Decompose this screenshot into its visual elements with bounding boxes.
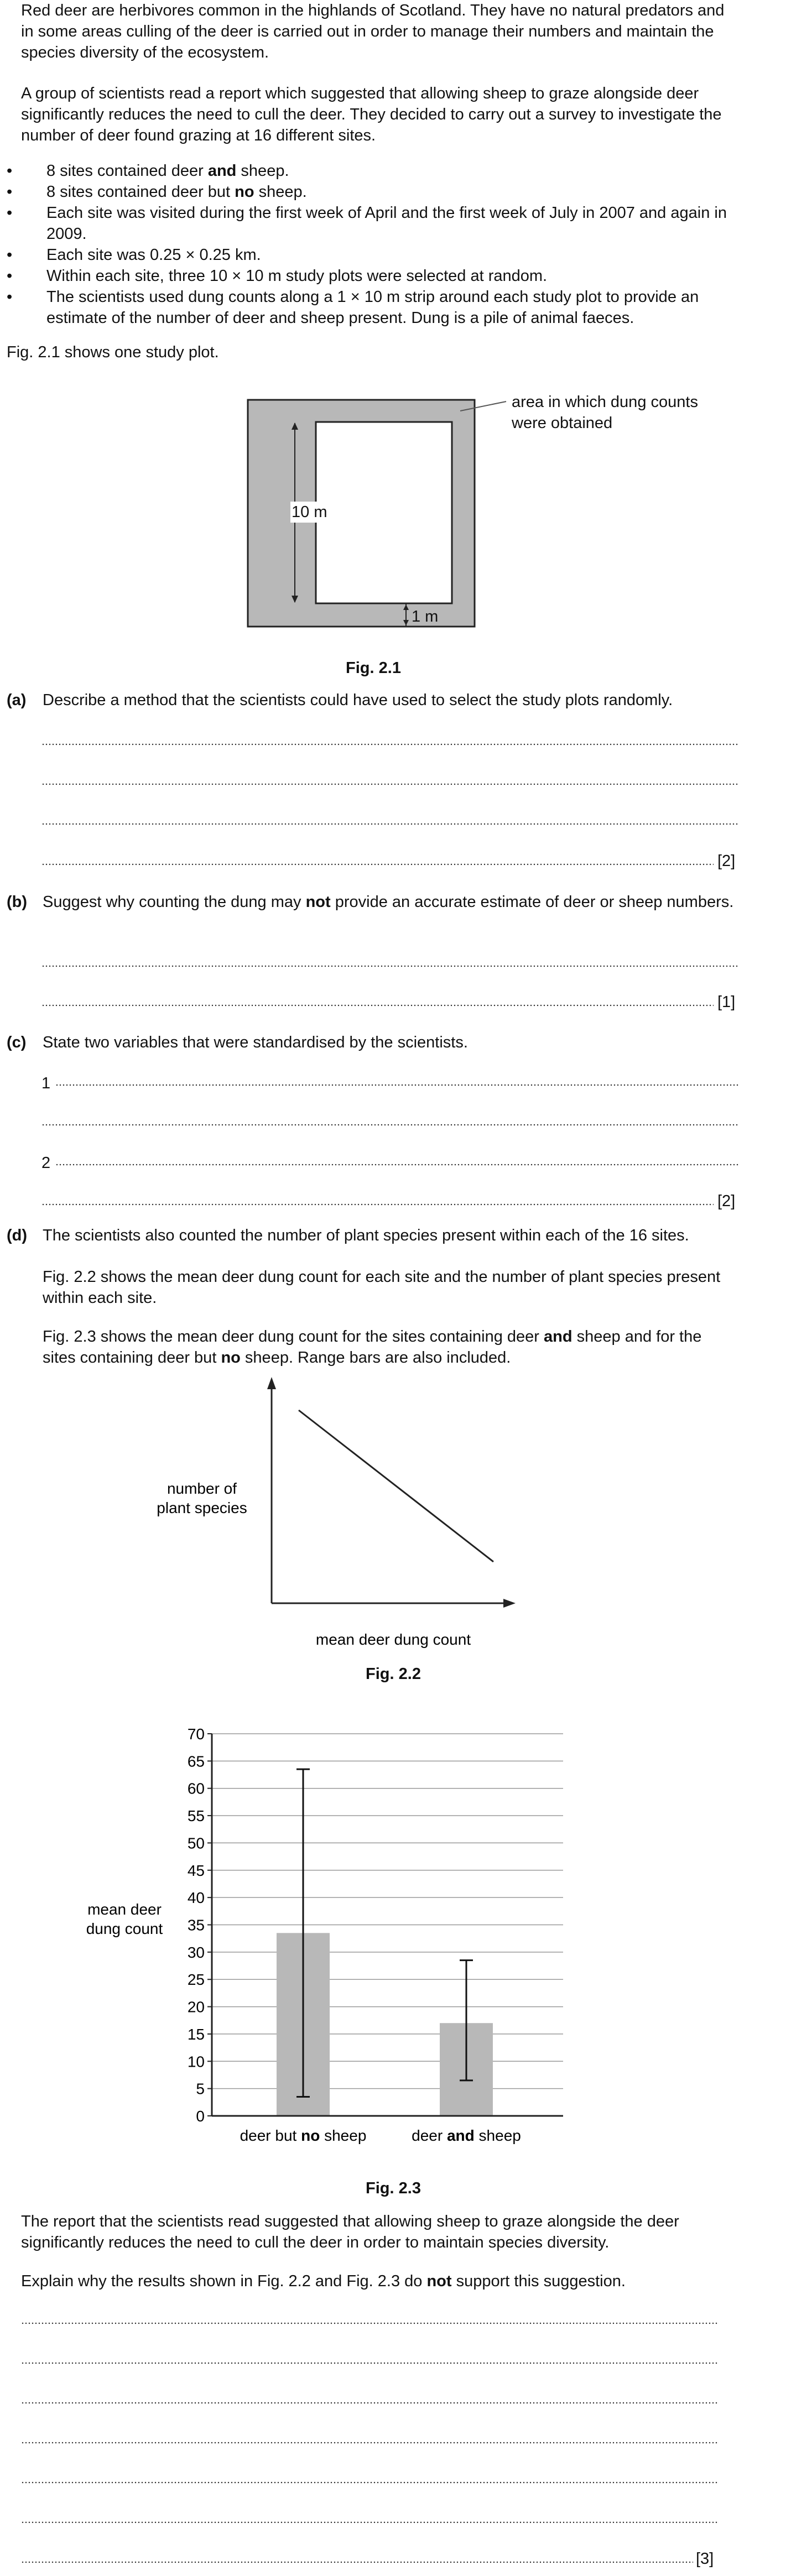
question-label: (c) xyxy=(7,1034,27,1051)
explain-instruction: Explain why the results shown in Fig. 2.2 and Fig. 2.3 do not support this suggestion. xyxy=(21,2272,626,2290)
x-axis-label: mean deer dung count xyxy=(315,1631,471,1648)
fig21-intro: Fig. 2.1 shows one study plot. xyxy=(7,343,219,361)
answer-number-2: 2 xyxy=(41,1154,51,1172)
list-item: • The scientists used dung counts along a 1 × 10 m strip around each study plot to provide an estimate of the number of deer and sheep present. Dung is a pile of animal faeces. xyxy=(7,286,737,328)
answer-line[interactable] xyxy=(21,2481,718,2484)
answer-line[interactable] xyxy=(21,2362,718,2364)
answer-line[interactable] xyxy=(41,863,714,865)
question-text: Suggest why counting the dung may not provide an accurate estimate of deer or sheep numbers. xyxy=(43,893,734,911)
list-item: • 8 sites contained deer and sheep. xyxy=(7,160,737,181)
answer-line[interactable] xyxy=(55,1084,738,1086)
fig22-caption: Fig. 2.2 xyxy=(366,1665,421,1683)
y-tick-label: 45 xyxy=(187,1861,205,1879)
y-tick-label: 65 xyxy=(187,1753,205,1770)
question-a xyxy=(7,690,737,711)
answer-line[interactable] xyxy=(41,1203,714,1206)
marks-indicator: [3] xyxy=(696,2550,714,2568)
intro-paragraph-1: Red deer are herbivores common in the highlands of Scotland. They have no natural predators and in some areas culling of the deer is carried out in order to manage their numbers and maintain the species diversity of the ecosystem. xyxy=(21,2,725,61)
y-tick-label: 5 xyxy=(196,2080,205,2098)
question-label: (d) xyxy=(7,1227,28,1244)
category-label-1: deer but no sheep xyxy=(240,2127,367,2144)
strip-label: 1 m xyxy=(412,608,439,625)
answer-number-1: 1 xyxy=(41,1075,51,1092)
question-b xyxy=(7,891,737,912)
category-label-2: deer and sheep xyxy=(412,2127,521,2144)
question-label: (a) xyxy=(7,691,27,709)
side-label: 10 m xyxy=(290,502,328,523)
question-text: State two variables that were standardised by the scientists. xyxy=(43,1034,468,1051)
y-axis-label-line1: mean deer xyxy=(87,1901,162,1918)
answer-line[interactable] xyxy=(41,743,738,745)
answer-line[interactable] xyxy=(41,823,738,825)
answer-line[interactable] xyxy=(55,1164,738,1166)
y-tick-label: 25 xyxy=(187,1971,205,1989)
y-tick-label: 15 xyxy=(187,2025,205,2043)
answer-line[interactable] xyxy=(41,1004,714,1007)
y-axis-label-line2: plant species xyxy=(157,1499,247,1516)
y-tick-label: 10 xyxy=(187,2053,205,2071)
y-tick-label: 40 xyxy=(187,1889,205,1907)
fig23-chart xyxy=(0,1709,791,2162)
trend-line xyxy=(299,1410,493,1562)
study-plot-square xyxy=(316,422,452,603)
y-tick-label: 70 xyxy=(187,1725,205,1743)
y-tick-label: 60 xyxy=(187,1780,205,1797)
list-item: • 8 sites contained deer but no sheep. xyxy=(7,181,737,202)
question-c xyxy=(7,1032,737,1053)
question-d xyxy=(7,1225,737,1246)
question-d-fig22-intro: Fig. 2.2 shows the mean deer dung count for each site and the number of plant species present within each site. xyxy=(43,1268,721,1307)
marks-indicator: [1] xyxy=(717,993,736,1011)
y-tick-label: 55 xyxy=(187,1807,205,1825)
intro-paragraph-2: A group of scientists read a report which suggested that allowing sheep to graze alongside deer significantly reduces the need to cull the deer. They decided to carry out a survey to investigate the number of deer found grazing at 16 different sites. xyxy=(21,85,722,144)
answer-line[interactable] xyxy=(21,2561,693,2563)
answer-line[interactable] xyxy=(21,2521,718,2523)
question-text-1: The scientists also counted the number of plant species present within each of the 16 sites. xyxy=(43,1227,689,1244)
y-axis-label-line1: number of xyxy=(166,1480,237,1497)
marks-indicator: [2] xyxy=(717,1192,736,1210)
answer-line[interactable] xyxy=(21,2402,718,2404)
y-axis-arrow xyxy=(267,1377,276,1389)
fig21-study-plot-diagram xyxy=(0,0,791,664)
x-axis-arrow xyxy=(503,1599,516,1608)
report-statement: The report that the scientists read suggested that allowing sheep to graze alongside the deer significantly reduces the need to cull the deer in order to maintain species diversity. xyxy=(21,2213,679,2251)
answer-line[interactable] xyxy=(41,1124,738,1126)
answer-line[interactable] xyxy=(41,965,738,967)
y-tick-label: 20 xyxy=(187,1998,205,2016)
fig23-caption: Fig. 2.3 xyxy=(366,2179,421,2197)
y-tick-label: 50 xyxy=(187,1834,205,1852)
list-item: • Each site was visited during the first week of April and the first week of July in 2007 and again in 2009. xyxy=(7,202,737,244)
fig22-chart xyxy=(0,1372,791,1681)
marks-indicator: [2] xyxy=(717,852,736,870)
y-tick-label: 35 xyxy=(187,1916,205,1934)
list-item: • Within each site, three 10 × 10 m study plots were selected at random. xyxy=(7,265,737,286)
question-d-fig23-intro: Fig. 2.3 shows the mean deer dung count for the sites containing deer and sheep and for the sites containing deer but no sheep. Range bars are also included. xyxy=(43,1328,702,1367)
answer-line[interactable] xyxy=(21,2322,718,2324)
question-text: Describe a method that the scientists could have used to select the study plots randomly. xyxy=(43,691,673,709)
fig21-caption: Fig. 2.1 xyxy=(346,659,401,677)
y-tick-label: 30 xyxy=(187,1943,205,1961)
answer-line[interactable] xyxy=(21,2442,718,2444)
area-annotation: area in which dung counts were obtained xyxy=(512,393,698,432)
y-axis-label-line2: dung count xyxy=(86,1920,163,1937)
list-item: • Each site was 0.25 × 0.25 km. xyxy=(7,244,737,265)
answer-line[interactable] xyxy=(41,783,738,785)
y-tick-label: 0 xyxy=(196,2108,205,2125)
question-label: (b) xyxy=(7,893,28,911)
